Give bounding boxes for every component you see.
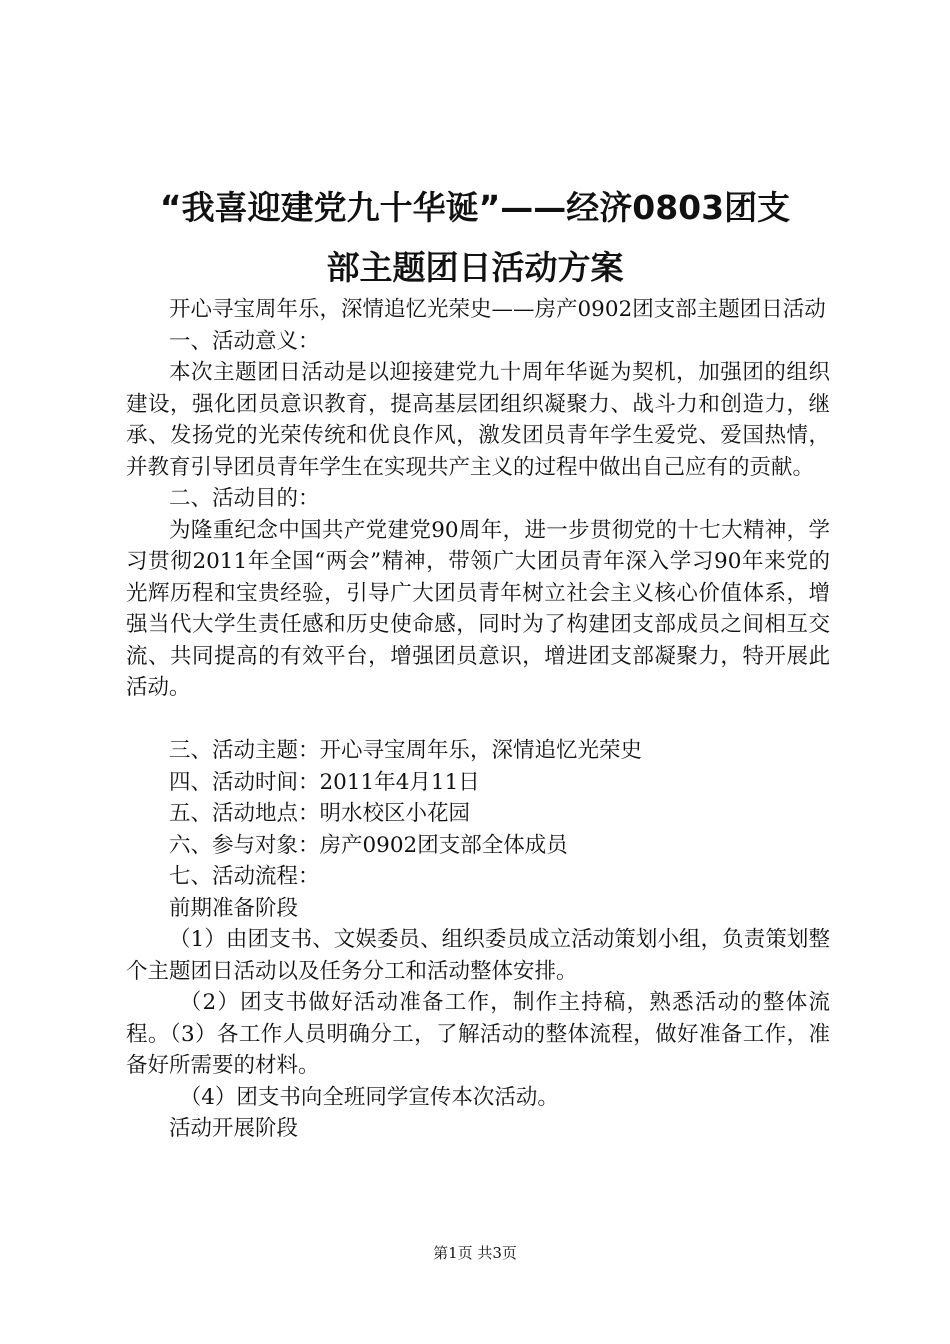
preparation-step-4: （4）团支书向全班同学宣传本次活动。 [179, 1084, 559, 1110]
section-heading-significance: 一、活动意义： [169, 328, 320, 354]
document-body [126, 294, 830, 1145]
blank-line [126, 704, 830, 736]
subtitle-paragraph: 开心寻宝周年乐，深情追忆光荣史——房产0902团支部主题团日活动 [169, 297, 826, 322]
phase-heading-execution: 活动开展阶段 [169, 1116, 299, 1141]
document-title-line-1: “我喜迎建党九十华诞”——经济0803团支 [159, 188, 791, 227]
section-heading-process: 七、活动流程： [169, 864, 320, 889]
activity-location-line: 五、活动地点：明水校区小花园 [169, 801, 471, 826]
activity-theme-line: 三、活动主题：开心寻宝周年乐，深情追忆光荣史 [169, 738, 643, 763]
participants-line: 六、参与对象：房产0902团支部全体成员 [169, 832, 568, 858]
document-title-line-2: 部主题团日活动方案 [326, 248, 624, 287]
preparation-step-2-3: （2）团支书做好活动准备工作，制作主持稿，熟悉活动的整体流程。（3）各工作人员明确分工，了解活动的整体流程，做好准备工作，准备好所需要的材料。 [126, 990, 830, 1078]
activity-time-line: 四、活动时间：2011年4月11日 [169, 769, 480, 795]
purpose-paragraph: 为隆重纪念中国共产党建党90周年，进一步贯彻党的十七大精神，学习贯彻2011年全国“两会”精神，带领广大团员青年深入学习90年来党的光辉历程和宝贵经验，引导广大团员青年树立社会主义核心价值体系，增强当代大学生责任感和历史使命感，同时为了构建团支部成员之间相互交流、共同提高的有效平台，增强团员意识，增进团支部凝聚力，特开展此活动。 [126, 517, 830, 700]
phase-heading-preparation: 前期准备阶段 [169, 895, 299, 921]
page-number-footer: 第1页 共3页 [433, 1244, 517, 1262]
section-heading-purpose: 二、活动目的： [169, 486, 320, 511]
preparation-step-1: （1）由团支书、文娱委员、组织委员成立活动策划小组，负责策划整个主题团日活动以及任务分工和活动整体安排。 [126, 927, 830, 984]
significance-paragraph: 本次主题团日活动是以迎接建党九十周年华诞为契机，加强团的组织建设，强化团员意识教育，提高基层团组织凝聚力、战斗力和创造力，继承、发扬党的光荣传统和优良作风，激发团员青年学生爱党、爱国热情，并教育引导团员青年学生在实现共产主义的过程中做出自己应有的贡献。 [126, 360, 830, 480]
